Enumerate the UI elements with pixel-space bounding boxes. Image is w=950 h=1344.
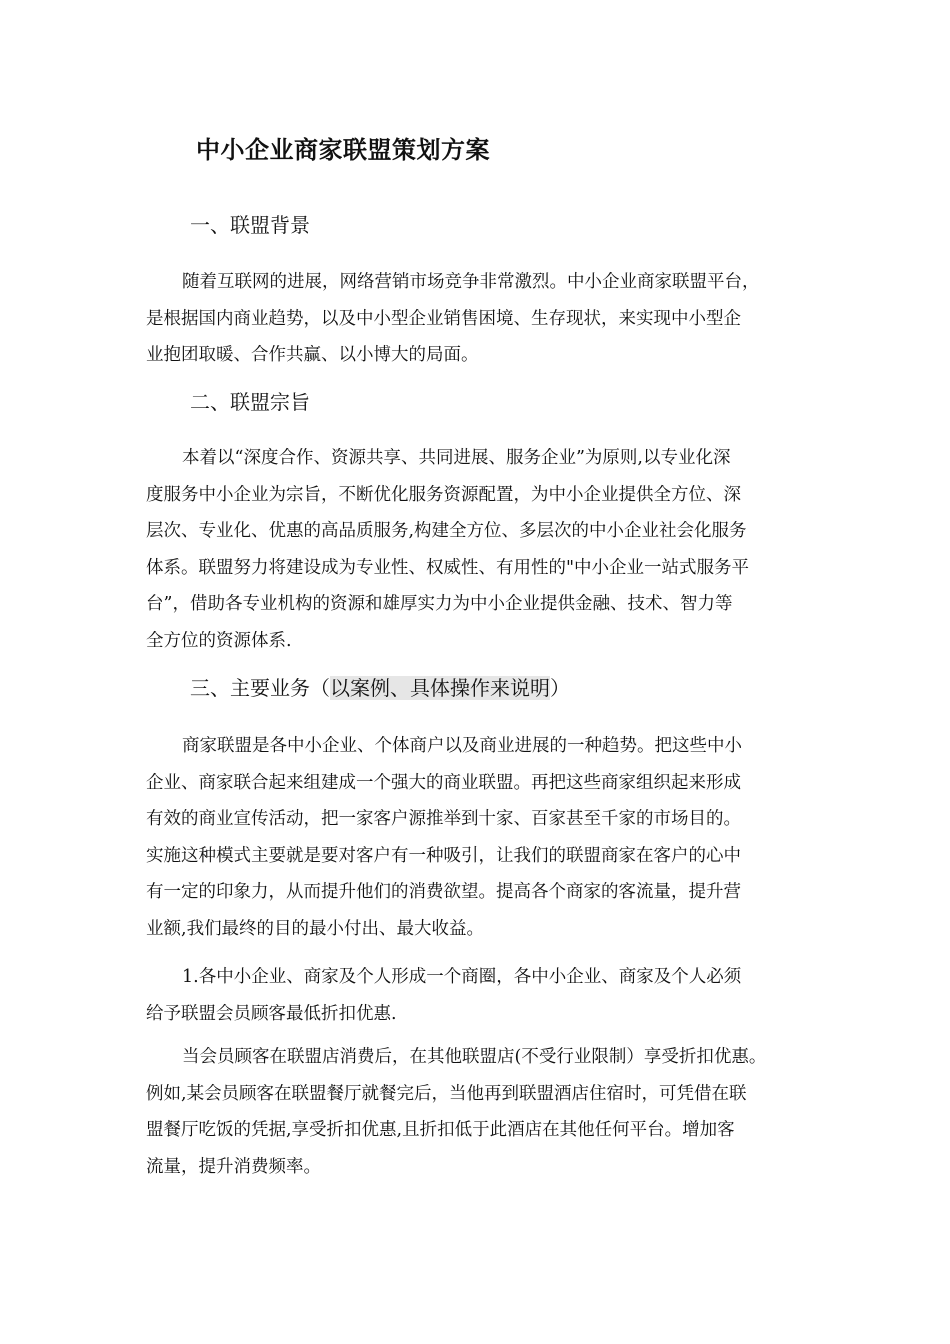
paragraph-line: 1.各中小企业、商家及个人形成一个商圈，各中小企业、商家及个人必须 — [182, 967, 742, 987]
paragraph-line: 业抱团取暖、合作共赢、以小博大的局面。 — [146, 345, 479, 365]
paragraph-line: 随着互联网的进展，网络营销市场竞争非常激烈。中小企业商家联盟平台， — [182, 272, 760, 292]
section-heading-business — [190, 673, 570, 703]
paragraph-line: 有一定的印象力，从而提升他们的消费欲望。提高各个商家的客流量，提升营 — [146, 882, 741, 902]
paragraph-business-intro — [146, 728, 826, 947]
paragraph-example — [146, 1039, 826, 1185]
paragraph-line: 当会员顾客在联盟店消费后，在其他联盟店(不受行业限制）享受折扣优惠。 — [182, 1047, 767, 1067]
paragraph-line: 给予联盟会员顾客最低折扣优惠. — [146, 1003, 397, 1024]
section-heading-background: 一、联盟背景 — [190, 213, 310, 237]
paragraph-line: 实施这种模式主要就是要对客户有一种吸引，让我们的联盟商家在客户的心中 — [146, 845, 741, 866]
paragraph-line: 流量，提升消费频率。 — [146, 1156, 321, 1177]
paragraph-line: 有效的商业宣传活动，把一家客户源推举到十家、百家甚至千家的市场目的。 — [146, 809, 741, 829]
paragraph-background — [146, 264, 826, 374]
paragraph-line: 例如,某会员顾客在联盟餐厅就餐完后，当他再到联盟酒店住宿时，可凭借在联 — [146, 1083, 747, 1104]
paragraph-purpose — [146, 440, 826, 659]
paragraph-line: 度服务中小企业为宗旨，不断优化服务资源配置，为中小企业提供全方位、深 — [146, 484, 741, 505]
paragraph-line: 盟餐厅吃饭的凭据,享受折扣优惠,且折扣低于此酒店在其他任何平台。增加客 — [146, 1120, 735, 1140]
document-title: 中小企业商家联盟策划方案 — [196, 135, 490, 164]
paragraph-line: 是根据国内商业趋势，以及中小型企业销售困境、生存现状，来实现中小型企 — [146, 308, 741, 329]
section-heading-purpose: 二、联盟宗旨 — [190, 390, 310, 414]
paragraph-line: 商家联盟是各中小企业、个体商户以及商业进展的一种趋势。把这些中小 — [182, 736, 742, 756]
paragraph-line: 业额,我们最终的目的最小付出、最大收益。 — [146, 918, 485, 939]
paragraph-line: 全方位的资源体系. — [146, 630, 292, 651]
paragraph-line: 企业、商家联合起来组建成一个强大的商业联盟。再把这些商家组织起来形成 — [146, 772, 741, 793]
paragraph-item-1 — [146, 959, 826, 1032]
paragraph-line: 本着以“深度合作、资源共享、共同进展、服务企业”为原则,以专业化深 — [182, 448, 731, 468]
section-heading-business-text: 三、主要业务（ — [190, 676, 330, 700]
paragraph-line: 台”，借助各专业机构的资源和雄厚实力为中小企业提供金融、技术、智力等 — [146, 594, 733, 614]
section-heading-highlight: 以案例、具体操作来说明 — [330, 676, 550, 700]
section-heading-business-tail: ） — [550, 676, 570, 700]
paragraph-line: 体系。联盟努力将建设成为专业性、权威性、有用性的"中小企业一站式服务平 — [146, 557, 750, 578]
paragraph-line: 层次、专业化、优惠的高品质服务,构建全方位、多层次的中小企业社会化服务 — [146, 521, 747, 541]
